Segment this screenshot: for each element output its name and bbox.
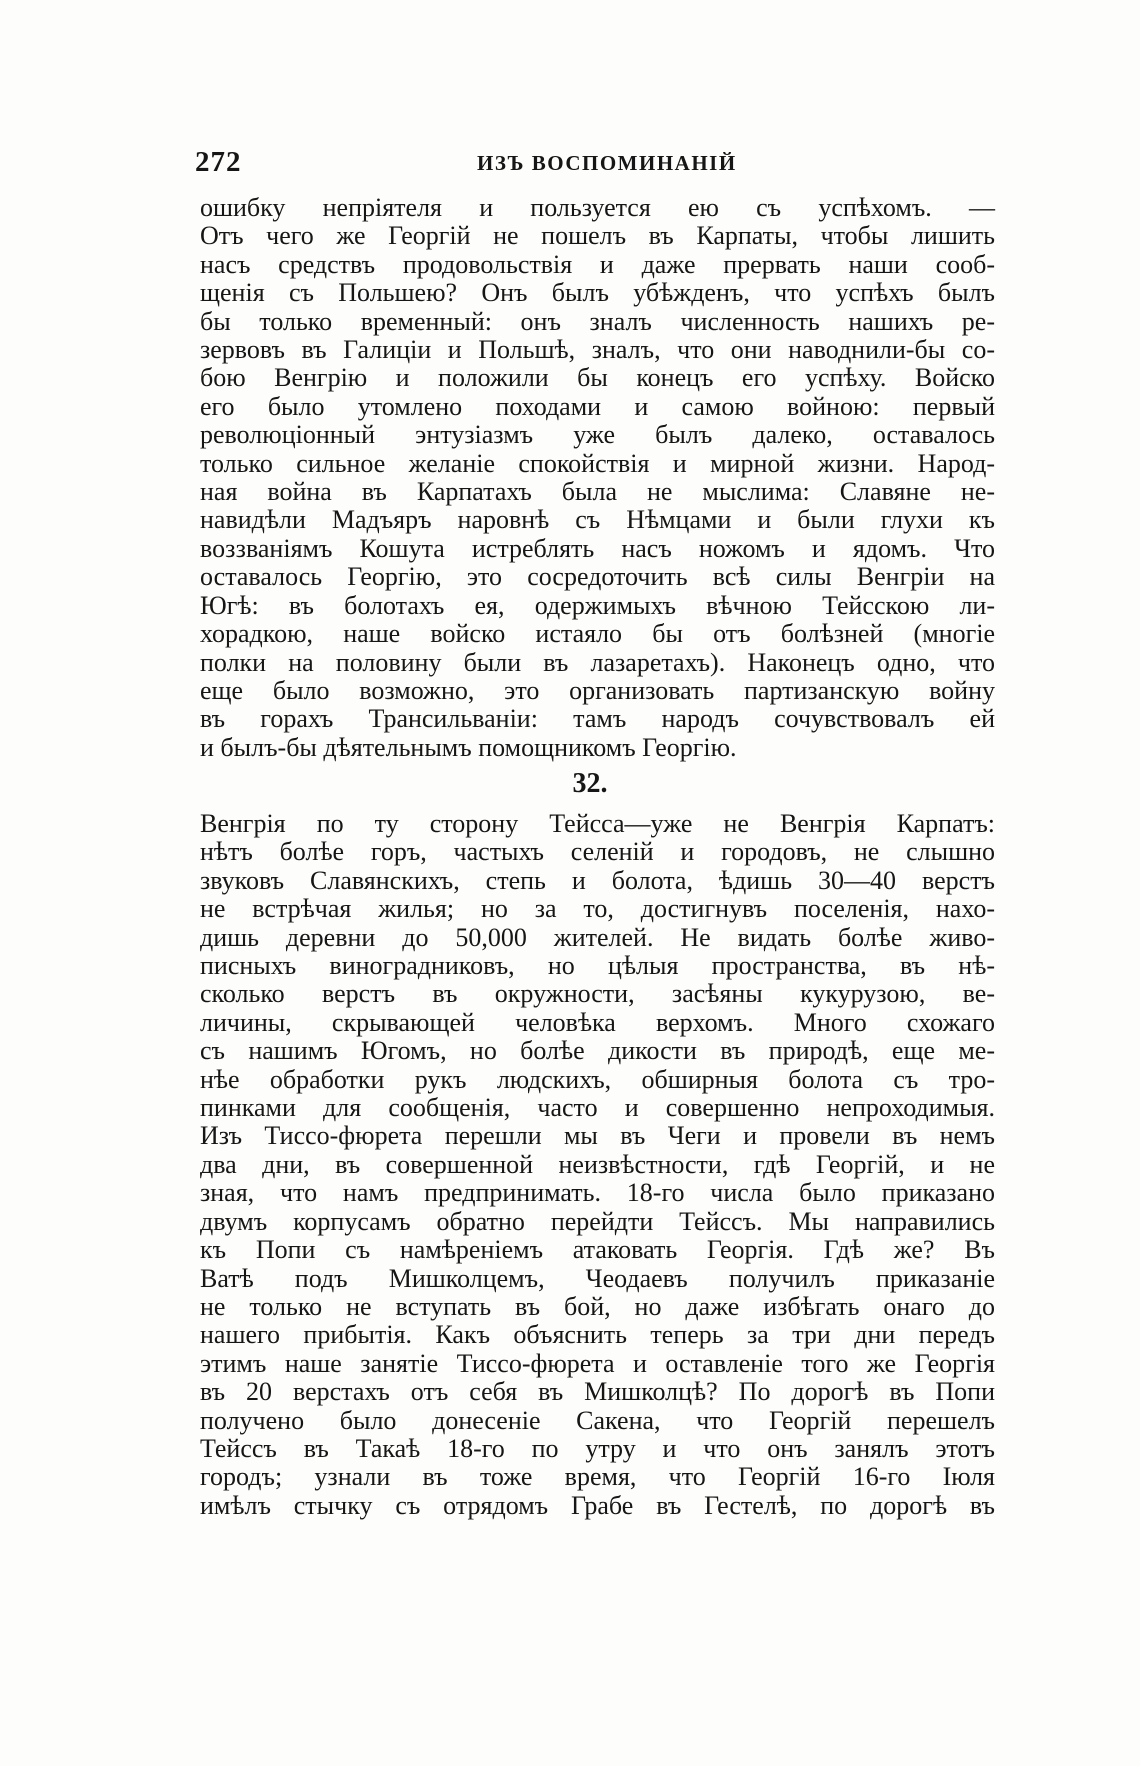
text-line: насъ средствъ продовольствія и даже прервать наши сооб- bbox=[200, 249, 995, 279]
text-line: зная, что намъ предпринимать. 18-го числа было приказано bbox=[200, 1178, 995, 1208]
text-block-section-32 bbox=[200, 810, 995, 1520]
text-line: бы только временный: онъ зналъ численность нашихъ ре- bbox=[200, 306, 995, 336]
text-line: революціонный энтузіазмъ уже былъ далеко, оставалось bbox=[200, 420, 995, 450]
text-line: городъ; узнали въ тоже время, что Георгій 16-го Іюля bbox=[200, 1462, 995, 1492]
text-line: дишь деревни до 50,000 жителей. Не видать болѣе живо- bbox=[200, 922, 995, 952]
section-number: 32. bbox=[572, 768, 608, 799]
text-line: писныхъ виноградниковъ, но цѣлыя пространства, въ нѣ- bbox=[200, 951, 995, 981]
text-line: получено было донесеніе Сакена, что Георгій перешелъ bbox=[200, 1405, 995, 1435]
text-line: не встрѣчая жилья; но за то, достигнувъ поселенія, нахо- bbox=[200, 894, 995, 924]
text-line: нашего прибытія. Какъ объяснить теперь за три дни передъ bbox=[200, 1320, 995, 1350]
text-line: съ нашимъ Югомъ, но болѣе дикости въ природѣ, еще ме- bbox=[200, 1036, 995, 1066]
text-line: Изъ Тиссо-фюрета перешли мы въ Чеги и провели въ немъ bbox=[200, 1121, 995, 1151]
text-line: личины, скрывающей человѣка верхомъ. Много схожаго bbox=[200, 1007, 995, 1037]
text-line: Тейссъ въ Такаѣ 18-го по утру и что онъ занялъ этотъ bbox=[200, 1433, 995, 1463]
text-line: полки на половину были въ лазаретахъ). Наконецъ одно, что bbox=[200, 647, 995, 677]
text-line: этимъ наше занятіе Тиссо-фюрета и оставленіе того же Георгія bbox=[200, 1348, 995, 1378]
text-line: два дни, въ совершенной неизвѣстности, гдѣ Георгій, и не bbox=[200, 1149, 995, 1179]
page-number: 272 bbox=[195, 146, 242, 178]
text-line: звуковъ Славянскихъ, степь и болота, ѣдишь 30—40 верстъ bbox=[200, 865, 995, 895]
text-line: Югѣ: въ болотахъ ея, одержимыхъ вѣчною Тейсскою ли- bbox=[200, 590, 995, 620]
text-line: нѣе обработки рукъ людскихъ, обширныя болота съ тро- bbox=[200, 1064, 995, 1094]
text-line: Венгрія по ту сторону Тейсса—уже не Венгрія Карпатъ: bbox=[200, 809, 995, 838]
text-line: оставалось Георгію, это сосредоточить всѣ силы Венгріи на bbox=[200, 562, 995, 592]
text-line: ошибку непріятеля и пользуется ею съ успѣхомъ. — bbox=[200, 193, 995, 222]
text-line: двумъ корпусамъ обратно перейдти Тейссъ. Мы направились bbox=[200, 1206, 995, 1236]
text-line: и былъ-бы дѣятельнымъ помощникомъ Георгію. bbox=[200, 732, 737, 762]
text-line: только сильное желаніе спокойствія и мирной жизни. Народ- bbox=[200, 448, 995, 478]
text-line: зервовъ въ Галиціи и Польшѣ, зналъ, что они наводнили-бы со- bbox=[200, 335, 995, 365]
text-line: воззваніямъ Кошута истреблять насъ ножомъ и ядомъ. Что bbox=[200, 533, 995, 563]
text-line: имѣлъ стычку съ отрядомъ Грабе въ Гестелѣ, по дорогѣ въ bbox=[200, 1490, 995, 1520]
text-line: еще было возможно, это организовать партизанскую войну bbox=[200, 675, 995, 705]
text-line: въ 20 верстахъ отъ себя въ Мишколцѣ? По дорогѣ въ Попи bbox=[200, 1377, 995, 1407]
text-line: Ватѣ подъ Мишколцемъ, Чеодаевъ получилъ приказаніе bbox=[200, 1263, 995, 1293]
text-line: бою Венгрію и положили бы конецъ его успѣху. Войско bbox=[200, 363, 995, 393]
text-line: Отъ чего же Георгій не пошелъ въ Карпаты, чтобы лишить bbox=[200, 221, 995, 251]
text-line: сколько верстъ въ окружности, засѣяны кукурузою, ве- bbox=[200, 979, 995, 1009]
text-line: въ горахъ Трансильваніи: тамъ народъ сочувствовалъ ей bbox=[200, 704, 995, 734]
text-line: ная война въ Карпатахъ была не мыслима: Славяне не- bbox=[200, 477, 995, 507]
text-line: навидѣли Мадъяръ наровнѣ съ Нѣмцами и были глухи къ bbox=[200, 505, 995, 535]
text-line: къ Попи съ намѣреніемъ атаковать Георгія. Гдѣ же? Въ bbox=[200, 1235, 995, 1265]
text-block-section-31 bbox=[200, 194, 995, 762]
text-line: щенія съ Польшею? Онъ былъ убѣжденъ, что успѣхъ былъ bbox=[200, 278, 995, 308]
running-head: ИЗЪ ВОСПОМИНАНІЙ bbox=[477, 151, 737, 175]
text-line: не только не вступать въ бой, но даже избѣгать онаго до bbox=[200, 1291, 995, 1321]
text-line: нѣтъ болѣе горъ, частыхъ селеній и городовъ, не слышно bbox=[200, 837, 995, 867]
text-line: пинками для сообщенія, часто и совершенно непроходимыя. bbox=[200, 1093, 995, 1123]
text-line: хорадкою, наше войско истаяло бы отъ болѣзней (многіе bbox=[200, 619, 995, 649]
text-line: его было утомлено походами и самою войною: первый bbox=[200, 391, 995, 421]
page-header bbox=[195, 146, 1000, 186]
